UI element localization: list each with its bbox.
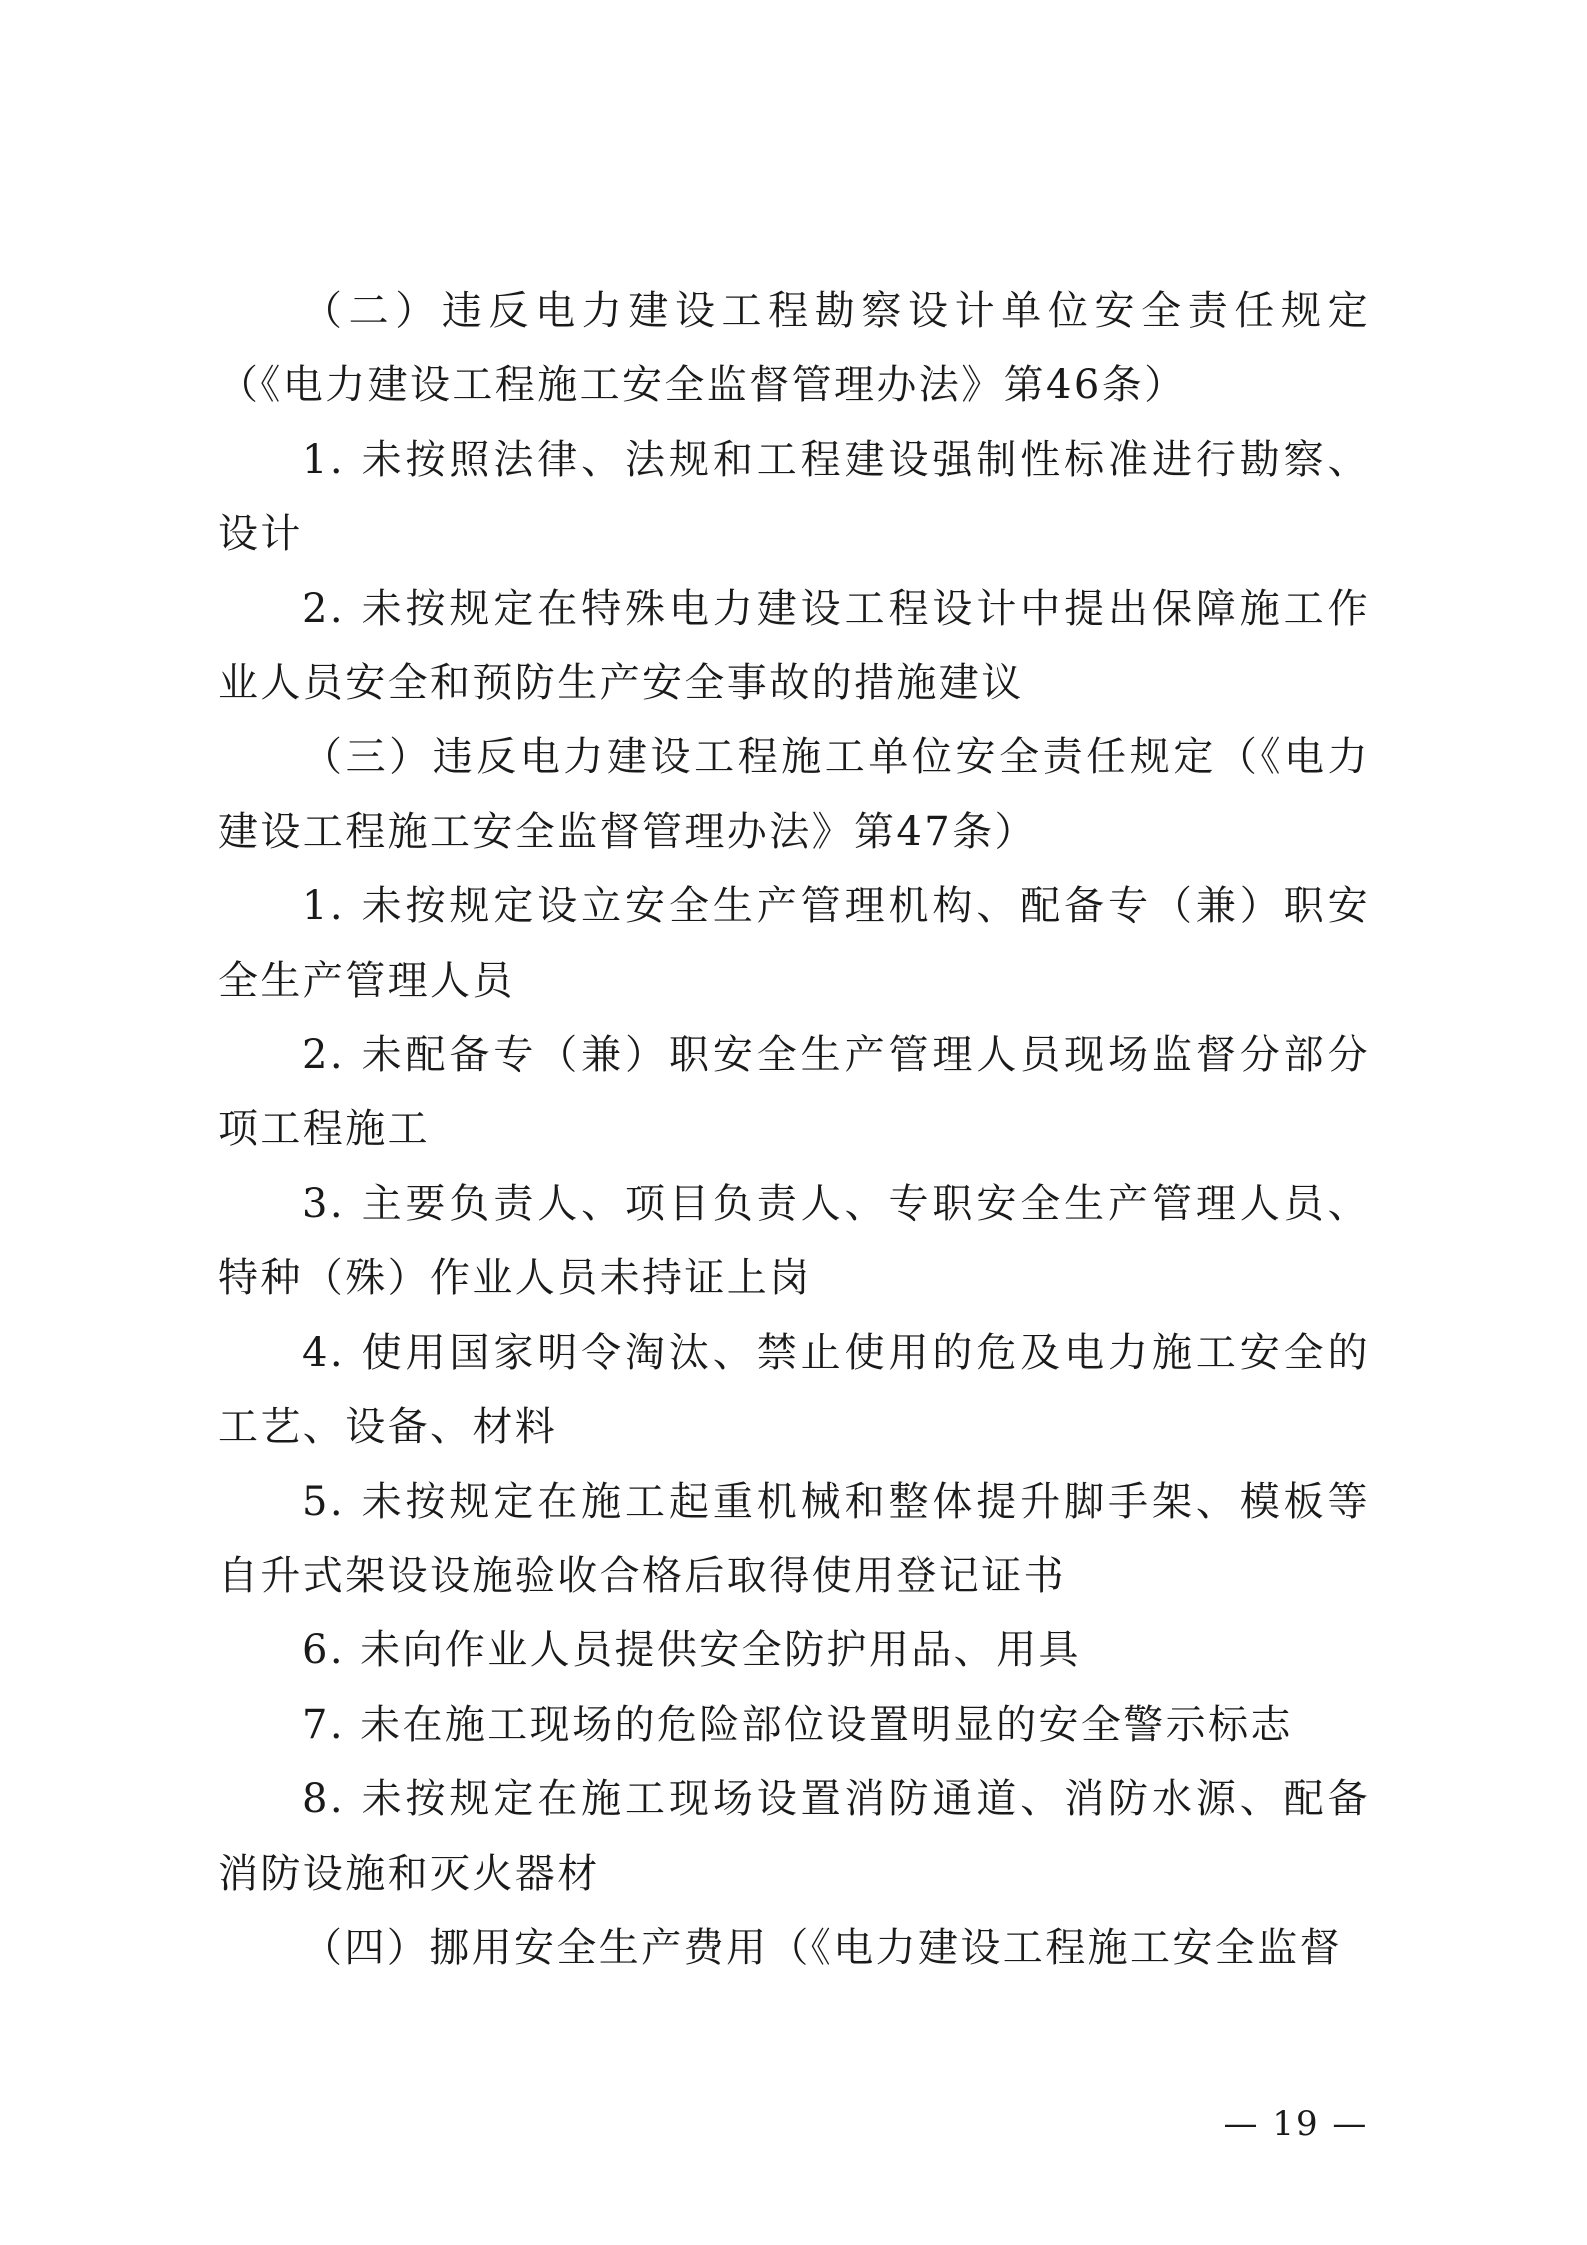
list-item: 6. 未向作业人员提供安全防护用品、用具 <box>302 1627 1081 1674</box>
section-heading-4: （四）挪用安全生产费用（《电力建设工程施工安全监督 <box>302 1924 1342 1971</box>
list-item: 5. 未按规定在施工起重机械和整体提升脚手架、模板等自升式架设设施验收合格后取得使用登记证书 <box>218 1478 1370 1599</box>
list-item: 4. 使用国家明令淘汰、禁止使用的危及电力施工安全的工艺、设备、材料 <box>218 1329 1370 1451</box>
section-heading-2: （二）违反电力建设工程勘察设计单位安全责任规定（《电力建设工程施工安全监督管理办法》第46条） <box>218 288 1370 409</box>
section-heading-3: （三）违反电力建设工程施工单位安全责任规定（《电力建设工程施工安全监督管理办法》第47条） <box>218 734 1370 855</box>
list-item: 2. 未配备专（兼）职安全生产管理人员现场监督分部分项工程施工 <box>218 1032 1370 1153</box>
page-number: — 19 — <box>1223 2104 1369 2144</box>
list-item: 2. 未按规定在特殊电力建设工程设计中提出保障施工作业人员安全和预防生产安全事故的措施建议 <box>218 585 1370 707</box>
document-body <box>218 274 1370 1985</box>
list-item: 1. 未按规定设立安全生产管理机构、配备专（兼）职安全生产管理人员 <box>218 883 1370 1004</box>
list-item: 3. 主要负责人、项目负责人、专职安全生产管理人员、特种（殊）作业人员未持证上岗 <box>218 1180 1370 1302</box>
list-item: 1. 未按照法律、法规和工程建设强制性标准进行勘察、设计 <box>218 436 1370 558</box>
list-item: 8. 未按规定在施工现场设置消防通道、消防水源、配备消防设施和灭火器材 <box>218 1776 1370 1897</box>
list-item: 7. 未在施工现场的危险部位设置明显的安全警示标志 <box>302 1701 1293 1748</box>
